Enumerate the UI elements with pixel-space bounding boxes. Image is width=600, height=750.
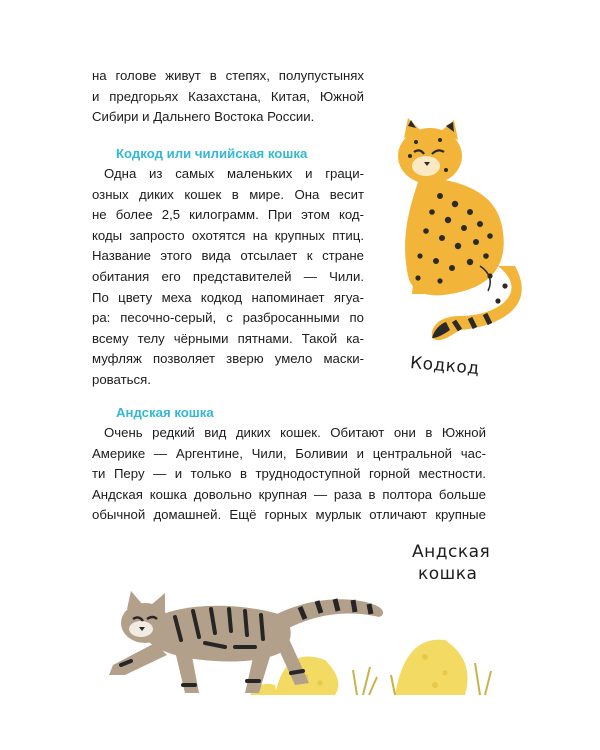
paragraph-line: всему телу чёрными пятнами. Такой ка- <box>92 330 364 346</box>
paragraph-line: ра: песочно-серый, с разбросанными по <box>92 310 364 326</box>
paragraph-line: обитания его представителей — Чили. <box>92 268 364 284</box>
paragraph-line: По цвету меха кодкод напоминает ягуа- <box>92 289 364 305</box>
paragraph-line: Сибири и Дальнего Востока России. <box>92 109 315 125</box>
paragraph-line: не более 2,5 килограмм. При этом код- <box>92 207 364 223</box>
kodkod-cat-illustration <box>380 116 540 346</box>
paragraph-line: Америке — Аргентине, Чили, Боливии и центральной час- <box>92 445 486 461</box>
paragraph-line: Очень редкий вид диких кошек. Обитают они в Южной <box>104 425 486 440</box>
paragraph-line: и предгорьях Казахстана, Китая, Южной <box>92 88 364 104</box>
kodkod-paragraph <box>92 164 364 391</box>
paragraph-line: Название этого вида отсылает к стране <box>92 248 364 264</box>
caption-line: кошка <box>418 564 478 584</box>
paragraph-line: Одна из самых маленьких и граци- <box>104 166 364 181</box>
paragraph-line: коды запросто охотятся на крупных птиц. <box>92 227 364 243</box>
andean-cat-illustration <box>95 585 495 705</box>
intro-paragraph <box>92 66 364 128</box>
paragraph-line: обычной домашней. Ещё горных мурлык отличают крупные <box>92 507 486 523</box>
kodkod-heading: Кодкод или чилийская кошка <box>116 146 308 161</box>
paragraph-line: роваться. <box>92 371 151 387</box>
andean-heading: Андская кошка <box>116 405 214 420</box>
paragraph-line: ти Перу — и только в труднодоступной горной местности. <box>92 466 486 482</box>
paragraph-line: муфляж позволяет зверю умело маски- <box>92 351 364 367</box>
kodkod-caption: Кодкод <box>409 353 481 379</box>
paragraph-line: озных диких кошек в мире. Она весит <box>92 186 364 202</box>
caption-line: Андская <box>412 542 491 562</box>
paragraph-line: на голове живут в степях, полупустынях <box>92 68 364 83</box>
paragraph-line: Андская кошка довольно крупная — раза в полтора больше <box>92 486 486 502</box>
andean-caption <box>412 541 490 585</box>
andean-paragraph <box>92 423 486 526</box>
